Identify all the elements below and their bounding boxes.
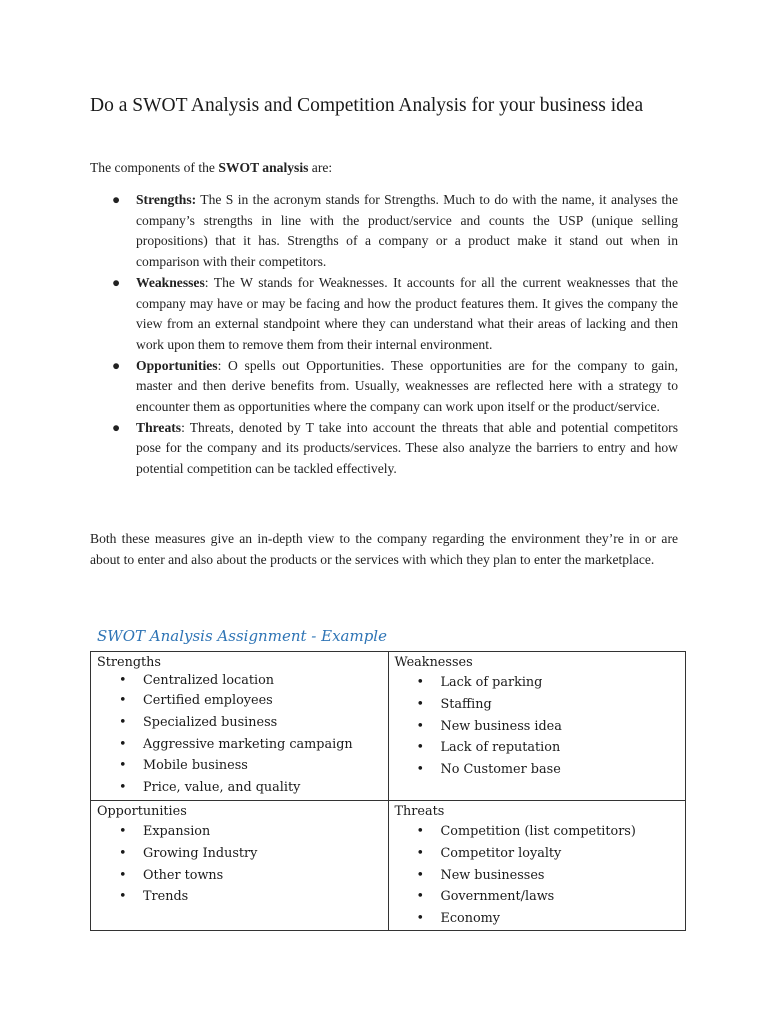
- component-strengths: [90, 190, 678, 273]
- component-term: Strengths:: [136, 192, 197, 207]
- bullet-icon: •: [416, 845, 425, 861]
- component-text: : Threats, denoted by T take into account the threats that able and potential competitors pose for the company and its products/services. These also analyze the barriers to entry and how potential competition can be tackled effectively.: [136, 419, 678, 477]
- list-item: • New businesses: [395, 865, 680, 887]
- list-item: • Other towns: [97, 865, 382, 887]
- swot-row-top: [91, 652, 686, 801]
- bullet-icon: •: [119, 867, 127, 883]
- list-item: • Expansion: [97, 821, 382, 843]
- bullet-icon: •: [416, 762, 425, 778]
- component-term: Weaknesses: [136, 274, 205, 290]
- list-item: • Growing Industry: [97, 843, 382, 865]
- list-item: • Centralized location: [119, 673, 275, 688]
- component-term: Opportunities: [136, 357, 218, 373]
- swot-components-list: [90, 190, 678, 480]
- bullet-icon: ●: [112, 274, 121, 290]
- intro-prefix: The components of the: [90, 160, 219, 175]
- list-item: • Trends: [97, 886, 382, 908]
- list-item: • Government/laws: [395, 886, 680, 908]
- intro-paragraph: [90, 158, 690, 179]
- bullet-icon: •: [119, 845, 127, 861]
- bullet-icon: •: [416, 718, 425, 734]
- bullet-icon: •: [416, 867, 425, 883]
- bullet-icon: •: [416, 740, 425, 756]
- list-item: • Economy: [395, 908, 680, 930]
- bullet-icon: •: [119, 824, 127, 839]
- list-item: • Price, value, and quality: [97, 777, 382, 799]
- list-item: • Certified employees: [97, 690, 382, 712]
- page-title: Do a SWOT Analysis and Competition Analysis for your business idea: [90, 95, 644, 116]
- bullet-icon: ●: [112, 192, 121, 207]
- bullet-icon: ●: [112, 419, 121, 435]
- swot-table: [90, 651, 686, 931]
- weaknesses-title: Weaknesses: [394, 655, 473, 670]
- weaknesses-list: [395, 672, 680, 781]
- list-item: • Aggressive marketing campaign: [97, 734, 382, 756]
- list-item: • Lack of reputation: [395, 737, 680, 759]
- opportunities-cell: [91, 801, 389, 931]
- bullet-icon: ●: [112, 357, 121, 373]
- list-item: • Specialized business: [97, 712, 382, 734]
- opportunities-list: [97, 821, 382, 908]
- strengths-title: Strengths: [97, 655, 161, 670]
- bullet-icon: •: [416, 889, 425, 905]
- list-item: • Mobile business: [97, 755, 382, 777]
- bullet-icon: •: [119, 758, 127, 774]
- bullet-icon: •: [416, 911, 425, 927]
- list-item: • Competition (list competitors): [395, 821, 680, 843]
- list-item: • Staffing: [395, 694, 680, 716]
- list-item: • Competitor loyalty: [395, 843, 680, 865]
- bullet-icon: •: [119, 673, 127, 688]
- swot-row-bottom: [91, 801, 686, 931]
- intro-bold-term: SWOT analysis: [218, 160, 309, 175]
- closing-paragraph: Both these measures give an in-depth view to the company regarding the environment they’re in or are about to enter and also about the products or the services with which they plan to enter the marketplace.: [90, 531, 678, 567]
- bullet-icon: •: [416, 696, 425, 712]
- component-weaknesses: [90, 273, 678, 356]
- bullet-icon: •: [119, 693, 127, 708]
- bullet-icon: •: [119, 714, 127, 730]
- list-item: • New business idea: [395, 716, 680, 738]
- component-text: The S in the acronym stands for Strengths. Much to do with the name, it analyses the company’s strengths in line with the product/service and counts the USP (unique selling propositions) that it has. Strengths of a company or a product make it stand out when in comparison with their competitors.: [136, 192, 678, 270]
- weaknesses-cell: [388, 652, 686, 801]
- bullet-icon: •: [119, 736, 127, 752]
- list-item: • No Customer base: [395, 759, 680, 781]
- bullet-icon: •: [119, 889, 127, 905]
- component-threats: [90, 418, 678, 480]
- threats-cell: [388, 801, 686, 931]
- threats-list: [395, 821, 680, 930]
- component-term: Threats: [136, 419, 182, 435]
- intro-suffix: are:: [308, 160, 333, 175]
- component-text: : The W stands for Weaknesses. It accounts for all the current weaknesses that the company may have or may be facing and how the product features them. It gives the company the view from an external standpoint where they can understand what their areas of lacking and then work upon them to remove them from their internal environment.: [136, 274, 678, 352]
- swot-example-heading: SWOT Analysis Assignment - Example: [97, 627, 387, 645]
- component-text: : O spells out Opportunities. These opportunities are for the company to gain, master and then derive benefits from. Usually, weaknesses are reflected here with a strategy to encounter them as opportunities where the company can work upon itself or the product/service.: [136, 357, 678, 415]
- threats-title: Threats: [394, 804, 445, 819]
- bullet-icon: •: [416, 675, 425, 690]
- component-opportunities: [90, 356, 678, 418]
- bullet-icon: •: [119, 780, 127, 796]
- list-item: • Lack of parking: [395, 672, 680, 694]
- strengths-list: [97, 672, 382, 799]
- opportunities-title: Opportunities: [97, 804, 187, 819]
- bullet-icon: •: [416, 824, 425, 839]
- strengths-cell: [91, 652, 389, 801]
